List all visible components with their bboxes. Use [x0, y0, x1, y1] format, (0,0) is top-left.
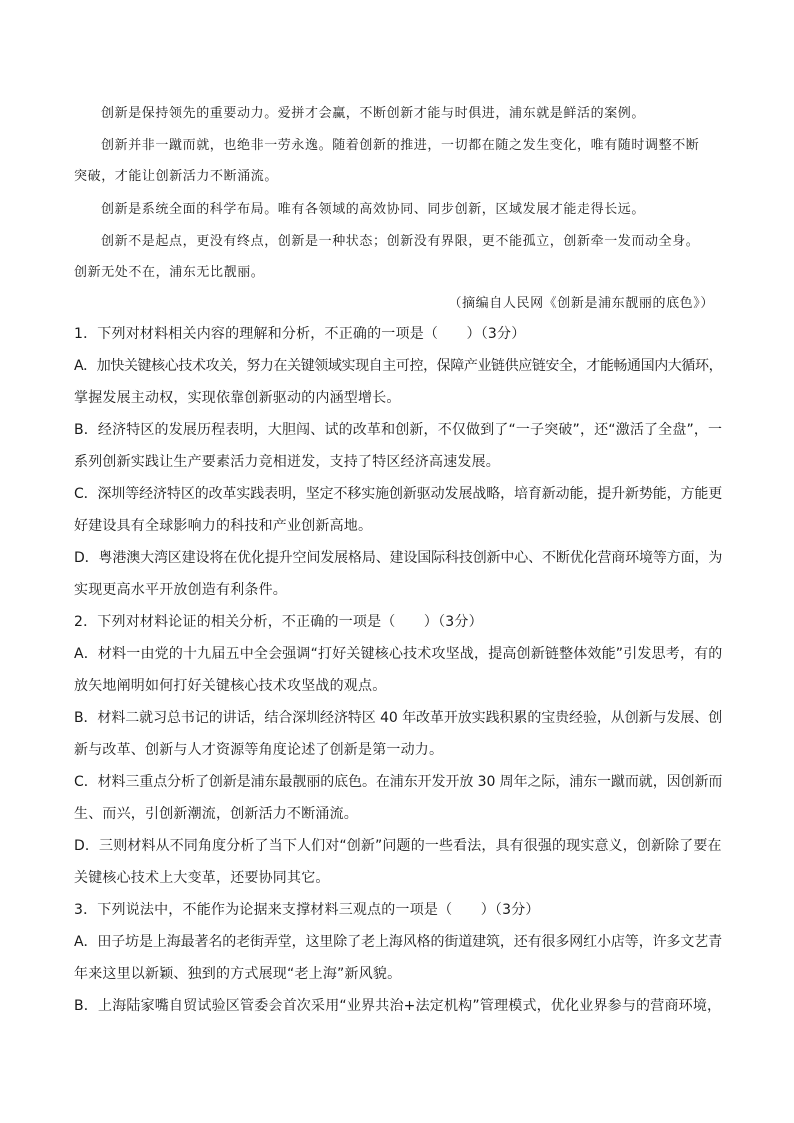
material-paragraph-4-line-1: 创新不是起点，更没有终点，创新是一种状态；创新没有界限，更不能孤立，创新牵一发而动全身。 [101, 234, 700, 249]
question-1-option-a-line-2: 掌握发展主动权，实现依靠创新驱动的内涵型增长。 [74, 390, 401, 406]
material-paragraph-4-line-2: 创新无处不在，浦东无比靓丽。 [74, 265, 265, 280]
question-1-option-a-line-1: A．加快关键核心技术攻关，努力在关键领域实现自主可控，保障产业链供应链安全，才能畅通国内大循环， [74, 358, 723, 374]
question-1-option-d-line-1: D．粤港澳大湾区建设将在优化提升空间发展格局、建设国际科技创新中心、不断优化营商环境等方面，为 [74, 550, 723, 566]
material-paragraph-3: 创新是系统全面的科学布局。唯有各领域的高效协同、同步创新，区域发展才能走得长远。 [101, 202, 646, 217]
question-3-option-a-line-2: 年来这里以新颖、独到的方式展现“老上海”新风貌。 [74, 966, 402, 982]
question-1-stem: 1．下列对材料相关内容的理解和分析，不正确的一项是（ ）（3分） [74, 326, 526, 342]
question-1-option-d-line-2: 实现更高水平开放创造有利条件。 [74, 582, 287, 598]
question-1-option-c-line-1: C．深圳等经济特区的改革实践表明，坚定不移实施创新驱动发展战略，培育新动能，提升新势能，方能更 [74, 486, 723, 502]
question-1-option-b-line-2: 系列创新实践让生产要素活力竞相迸发，支持了特区经济高速发展。 [74, 454, 500, 470]
material-paragraph-2-line-1: 创新并非一蹴而就，也绝非一劳永逸。随着创新的推进，一切都在随之发生变化，唯有随时调整不断 [101, 138, 700, 153]
question-2-option-b-line-2: 新与改革、创新与人才资源等角度论述了创新是第一动力。 [74, 742, 444, 758]
question-3-option-a-line-1: A．田子坊是上海最著名的老街弄堂，这里除了老上海风格的街道建筑，还有很多网红小店等，许多文艺青 [74, 934, 722, 950]
question-2-option-d-line-2: 关键核心技术上大变革，还要协同其它。 [74, 870, 330, 886]
question-2-option-a-line-2: 放矢地阐明如何打好关键核心技术攻坚战的观点。 [74, 678, 387, 694]
question-2-option-a-line-1: A．材料一由党的十九届五中全会强调“打好关键核心技术攻坚战，提高创新链整体效能”引发思考，有的 [74, 646, 723, 662]
question-2-option-c-line-2: 生、而兴，引创新潮流，创新活力不断涌流。 [74, 806, 358, 822]
question-2-option-d-line-1: D．三则材料从不同角度分析了当下人们对“创新”问题的一些看法，具有很强的现实意义，创新除了要在 [74, 838, 722, 854]
question-2-option-b-line-1: B．材料二就习总书记的讲话，结合深圳经济特区 40 年改革开放实践积累的宝贵经验，从创新与发展、创 [74, 710, 723, 726]
question-1-option-b-line-1: B．经济特区的发展历程表明，大胆闯、试的改革和创新，不仅做到了“一子突破”，还“激活了全盘”，一 [74, 422, 723, 438]
material-paragraph-2-line-2: 突破，才能让创新活力不断涌流。 [74, 169, 279, 184]
question-2-option-c-line-1: C．材料三重点分析了创新是浦东最靓丽的底色。在浦东开发开放 30 周年之际，浦东一蹴而就，因创新而 [74, 774, 723, 790]
material-source-citation: （摘编自人民网《创新是浦东靓丽的底色》） [448, 296, 714, 311]
question-3-option-b-line-1: B．上海陆家嘴自贸试验区管委会首次采用“业界共治+法定机构”管理模式，优化业界参与的营商环境， [74, 998, 722, 1014]
question-2-stem: 2．下列对材料论证的相关分析，不正确的一项是（ ）（3分） [74, 614, 483, 630]
question-1-option-c-line-2: 好建设具有全球影响力的科技和产业创新高地。 [74, 518, 373, 534]
material-paragraph-1: 创新是保持领先的重要动力。爱拼才会赢，不断创新才能与时俱进，浦东就是鲜活的案例。 [101, 106, 646, 121]
question-3-stem: 3．下列说法中，不能作为论据来支撑材料三观点的一项是（ ）（3分） [74, 902, 540, 918]
